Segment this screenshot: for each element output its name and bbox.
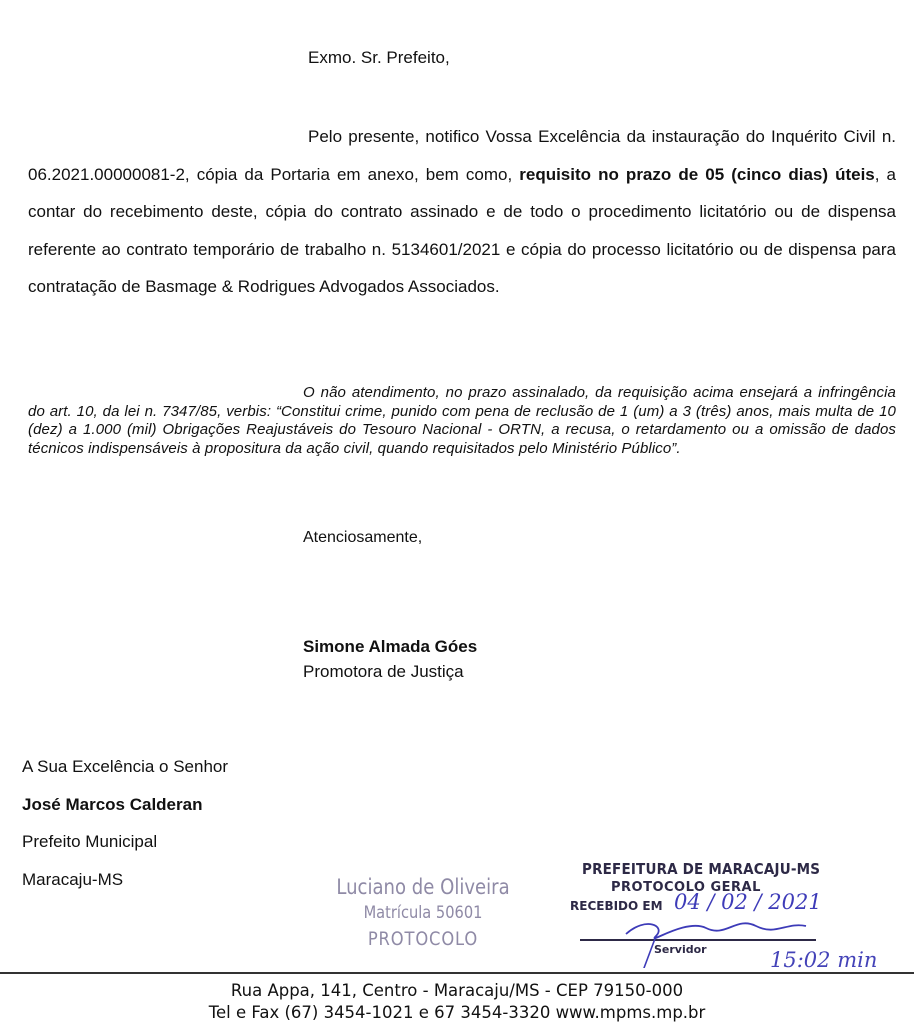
- protocol-stamp-label: PROTOCOLO: [367, 928, 479, 950]
- legal-warning-paragraph: O não atendimento, no prazo assinalado, da requisição acima ensejará a infringência do art. 10, da lei n. 7347/85, verbis: “Constitui crime, punido com pena de reclusão de 1 (um) a 3 (três) anos, mais multa de 10 (dez) a 1.000 (mil) Obrigações Reajustáveis do Tesouro Nacional - ORTN, a recusa, o retardamento ou a omissão de dados técnicos indispensáveis à propositura da ação civil, quando requisitados pelo Ministério Público”.: [28, 384, 896, 457]
- servidor-label: Servidor: [654, 943, 707, 956]
- salutation: Exmo. Sr. Prefeito,: [308, 48, 450, 67]
- protocol-stamp: [333, 874, 514, 952]
- prefeitura-label: PREFEITURA DE MARACAJU-MS: [582, 860, 821, 878]
- signer-title: Promotora de Justiça: [303, 662, 464, 681]
- addressee-role: Prefeito Municipal: [22, 832, 158, 851]
- received-date: 04 / 02 / 2021: [674, 890, 822, 914]
- footer-address: Rua Appa, 141, Centro - Maracaju/MS - CEP 79150-000: [230, 981, 684, 1000]
- protocol-stamp-name: Luciano de Oliveira: [336, 875, 510, 899]
- protocolo-geral-label: PROTOCOLO GERAL: [611, 880, 761, 895]
- addressee-block: [22, 748, 228, 898]
- notification-text-b: , a contar do recebimento deste, cópia do contrato assinado e de todo o procedimento licitatório ou de dispensa referente ao contrato temporário de trabalho n. 5134601/2021 e cópia do processo licitatório ou de dispensa para contratação de Basmage & Rodrigues Advogados Associados.: [28, 164, 896, 296]
- recebido-em-label: RECEBIDO EM: [570, 899, 663, 913]
- addressee-city: Maracaju-MS: [22, 869, 124, 889]
- protocol-stamp-matricula: Matrícula 50601: [363, 903, 483, 923]
- notification-text-a: Pelo presente, notifico Vossa Excelência da instauração do Inquérito Civil n. 06.2021.00000081-2, cópia da Portaria em anexo, bem como,: [28, 127, 896, 184]
- addressee-name: José Marcos Calderan: [22, 794, 203, 814]
- requisition-deadline: requisito no prazo de 05 (cinco dias) úteis: [519, 164, 875, 184]
- addressee-line: A Sua Excelência o Senhor: [22, 757, 229, 776]
- footer-divider: [0, 972, 914, 974]
- signer-name: Simone Almada Góes: [303, 637, 478, 656]
- closing: Atenciosamente,: [303, 529, 423, 546]
- notification-paragraph: [28, 118, 896, 306]
- signature-block: [303, 634, 477, 684]
- footer: [0, 980, 914, 1024]
- received-time: 15:02 min: [770, 948, 878, 972]
- footer-contact: Tel e Fax (67) 3454-1021 e 67 3454-3320 www.mpms.mp.br: [208, 1003, 706, 1022]
